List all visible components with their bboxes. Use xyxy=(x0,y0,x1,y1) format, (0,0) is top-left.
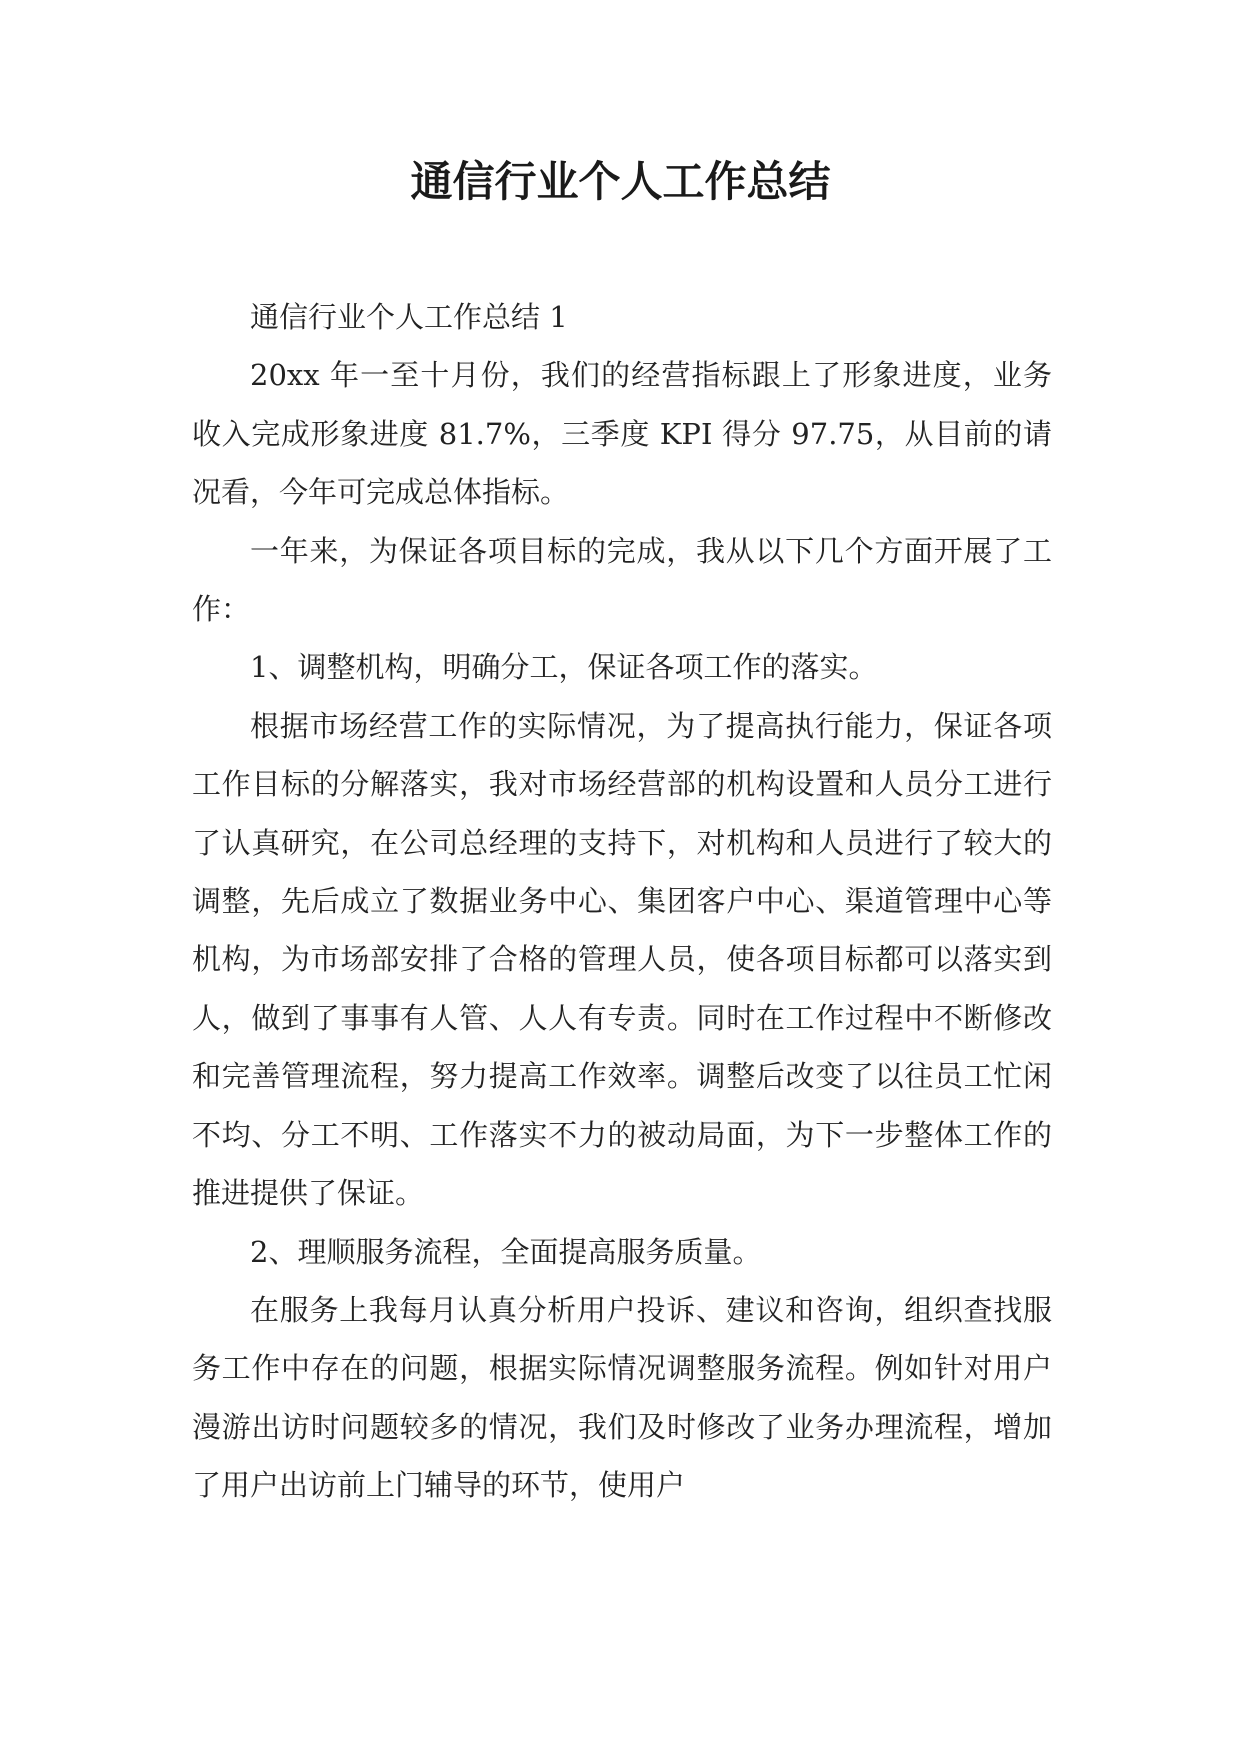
body-paragraph: 在服务上我每月认真分析用户投诉、建议和咨询，组织查找服务工作中存在的问题，根据实际情况调整服务流程。例如针对用户漫游出访时问题较多的情况，我们及时修改了业务办理流程，增加了用户出访前上门辅导的环节，使用户 xyxy=(192,1292,1052,1503)
numbered-heading: 1、调整机构，明确分工，保证各项工作的落实。 xyxy=(250,650,878,685)
document-title: 通信行业个人工作总结 xyxy=(410,157,831,206)
section-heading: 通信行业个人工作总结 1 xyxy=(250,300,568,334)
body-paragraph: 20xx 年一至十月份，我们的经营指标跟上了形象进度，业务收入完成形象进度 81.7%，三季度 KPI 得分 97.75，从目前的请况看，今年可完成总体指标。 xyxy=(192,358,1052,510)
body-paragraph: 根据市场经营工作的实际情况，为了提高执行能力，保证各项工作目标的分解落实，我对市场经营部的机构设置和人员分工进行了认真研究，在公司总经理的支持下，对机构和人员进行了较大的调整，先后成立了数据业务中心、集团客户中心、渠道管理中心等机构，为市场部安排了合格的管理人员，使各项目标都可以落实到人，做到了事事有人管、人人有专责。同时在工作过程中不断修改和完善管理流程，努力提高工作效率。调整后改变了以往员工忙闲不均、分工不明、工作落实不力的被动局面，为下一步整体工作的推进提供了保证。 xyxy=(192,708,1052,1211)
document-body xyxy=(192,288,1052,1515)
numbered-heading: 2、理顺服务流程，全面提高服务质量。 xyxy=(250,1234,762,1269)
body-paragraph: 一年来，为保证各项目标的完成，我从以下几个方面开展了工作： xyxy=(192,533,1052,627)
